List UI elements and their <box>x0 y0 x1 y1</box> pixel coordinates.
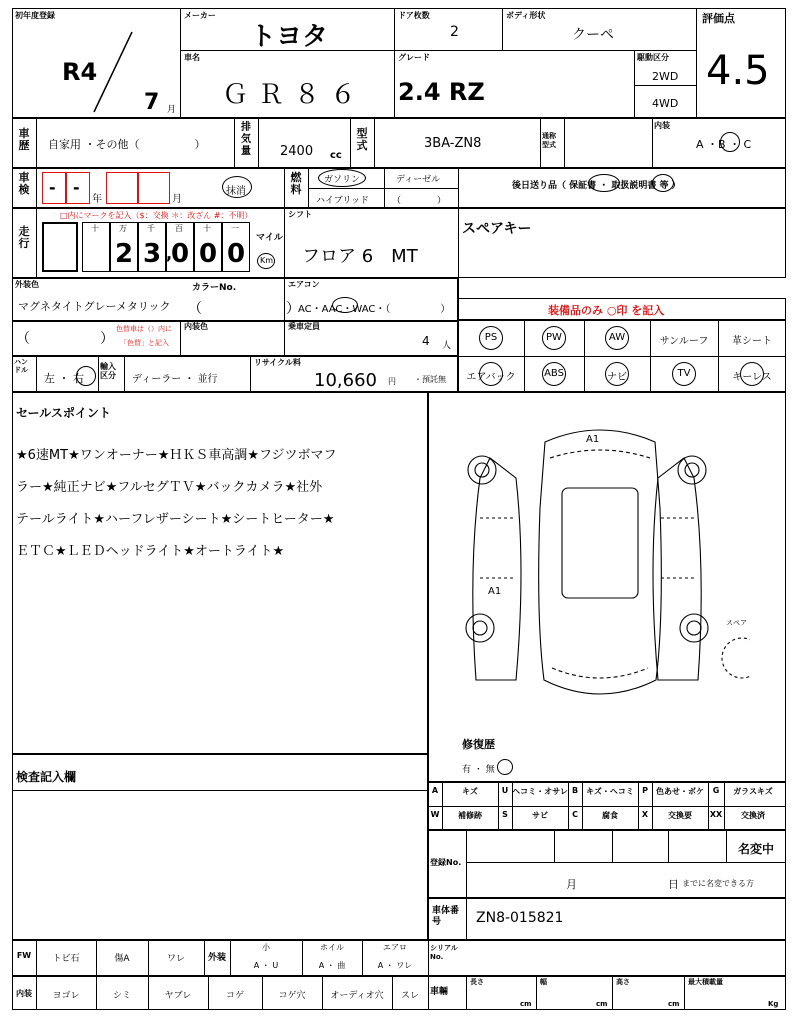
fw-item-1: 傷A <box>114 954 130 964</box>
sales-title: セールスポイント <box>16 406 111 420</box>
doors-label: ドア枚数 <box>398 11 430 20</box>
legend-row1-7: 色あせ・ボケ <box>656 787 704 796</box>
mileage-prefix-box <box>42 222 78 272</box>
ext-color-value: マグネタイトグレーメタリック <box>18 300 171 313</box>
interior-label: 内装 <box>654 121 670 130</box>
reg-deadline: までに名変できる方 <box>682 879 754 888</box>
cc-unit: cc <box>330 150 342 161</box>
equipment-circle-row2-3 <box>672 362 696 386</box>
drive-2wd: 2WD <box>652 70 679 83</box>
int-label: 内装 <box>16 989 32 998</box>
body-value: クーペ <box>572 27 614 43</box>
chassis-label: 車体番号 <box>432 906 460 927</box>
equipment-circle-row1-1 <box>542 326 566 350</box>
legend-row1-4: B <box>571 786 579 795</box>
chassis-value: ZN8-015821 <box>476 910 564 926</box>
interior-grade-circle <box>720 132 740 152</box>
small-label: 小 <box>262 943 270 952</box>
fw-item-0: トビ石 <box>52 954 80 964</box>
equipment-circle-row2-0 <box>479 362 503 386</box>
equipment-circle-row2-1 <box>542 362 566 386</box>
equipment-row2-3: TV <box>677 368 691 379</box>
small-value: A ・ U <box>253 961 279 970</box>
int-item-5: オーディオ穴 <box>330 991 384 1001</box>
length-unit: cm <box>520 1000 532 1008</box>
grade-value: 2.4 RZ <box>398 78 485 106</box>
int-item-3: コゲ <box>225 991 244 1001</box>
inspection-label: 車検 <box>18 171 30 196</box>
legend-row1-6: P <box>642 786 648 795</box>
length-label: 長さ <box>470 978 484 986</box>
delivery-docs: 後日送り品（ 保証書 ・ 取扱説明書 等 ） <box>512 181 681 191</box>
drive-label: 駆動区分 <box>637 53 669 62</box>
odometer-digit-3: 0 <box>166 222 194 272</box>
body-label: ボディ形状 <box>506 11 546 20</box>
reg-label: 登録No. <box>430 858 462 867</box>
color-no-label: カラーNo. <box>192 283 237 293</box>
legend-row2-7: 交換要 <box>668 811 692 820</box>
color-change-note1: 色替車は（）内に <box>116 325 172 333</box>
color-change-note2: 「色替」と記入 <box>120 339 169 347</box>
legend-row2-3: サビ <box>532 811 548 820</box>
legend-row2-4: C <box>572 810 578 819</box>
handle-value: 左 ・ 右 <box>44 372 84 385</box>
fw-item-2: ワレ <box>166 954 185 964</box>
import-value: ディーラー ・ 並行 <box>132 374 218 385</box>
car-damage-diagram <box>450 418 750 718</box>
legend-row1-5: キズ・ヘコミ <box>586 787 634 796</box>
grade-label: グレード <box>398 53 430 62</box>
equipment-row1-2: AW <box>608 332 626 343</box>
first-reg-month-unit: 月 <box>167 105 177 115</box>
maker-value: トヨタ <box>250 22 329 52</box>
aero-label: エアロ <box>383 943 407 952</box>
odometer-unit-0: 十 <box>91 224 99 233</box>
capacity-unit: 人 <box>442 341 452 351</box>
legend-row1-2: U <box>501 786 509 795</box>
int-item-1: シミ <box>112 991 131 1001</box>
model-value: 3BA-ZN8 <box>424 136 482 151</box>
odometer-digit-2: 3 <box>138 222 166 272</box>
height-unit: cm <box>668 1000 680 1008</box>
height-label: 高さ <box>616 978 630 986</box>
history-value: 自家用 ・その他（ ） <box>48 138 206 151</box>
equipment-circle-row2-2 <box>605 362 629 386</box>
serial-label: シリアルNo. <box>430 944 458 961</box>
equipment-row2-0: エアバック <box>466 372 516 383</box>
interior-grades: A ・B ・ C <box>696 138 752 151</box>
int-item-2: ヤブレ <box>164 991 192 1001</box>
max-load-unit: Kg <box>768 1000 779 1008</box>
fw-label: FW <box>16 951 32 960</box>
name-value: ＧＲ８６ <box>222 80 367 110</box>
ext-label: 外装 <box>207 953 226 963</box>
width-label: 幅 <box>540 978 547 986</box>
fuel-diesel: ディーゼル <box>396 175 441 185</box>
capacity-label: 乗車定員 <box>288 322 320 331</box>
damage-mark-side: A1 <box>488 586 502 597</box>
deposit-status: ・預託無 <box>414 375 446 384</box>
inspect-dash-2: - <box>73 178 80 197</box>
name-change: 名変中 <box>738 842 775 856</box>
ext-color-label: 外装色 <box>15 280 39 289</box>
date-slash <box>88 30 138 114</box>
spare-label: スペア <box>726 619 747 627</box>
inspect-dash-1: - <box>49 178 56 197</box>
capacity-value: 4 <box>422 334 430 348</box>
legend-row2-5: 腐食 <box>602 811 618 820</box>
km-unit: Km <box>260 256 274 265</box>
odometer-digit-4: 0 <box>194 222 222 272</box>
legend-row2-2: S <box>502 810 508 819</box>
name-label: 車名 <box>184 53 200 62</box>
interior-color-label: 内装色 <box>184 322 208 331</box>
equipment-row1-4: 革シート <box>732 336 772 347</box>
odometer-unit-5: 一 <box>231 224 239 233</box>
legend-row1-8: G <box>712 786 720 795</box>
displacement-label: 排気量 <box>241 122 251 157</box>
repair-label: 修復歴 <box>462 738 495 751</box>
odometer-digit-5: 0 <box>222 222 250 272</box>
mileage-label: 走行 <box>18 225 30 250</box>
first-reg-label: 初年度登録 <box>15 11 55 20</box>
recycle-label: リサイクル料 <box>254 358 301 367</box>
fuel-hybrid: ハイブリッド <box>316 196 370 206</box>
sales-line-0: ★6速MT★ワンオーナー★ＨＫＳ車高調★フジツボマフ <box>16 448 337 463</box>
equipment-circle-row2-4 <box>740 362 764 386</box>
equipment-title: 装備品のみ ○印 を記入 <box>548 304 665 317</box>
legend-row1-0: A <box>431 786 439 795</box>
notes-title: 検査記入欄 <box>16 770 77 784</box>
sales-line-3: ＥＴＣ★ＬＥＤヘッドライト★オートライト★ <box>16 544 285 559</box>
deregistered: 抹消 <box>226 186 246 197</box>
equipment-row2-4: キーレス <box>732 372 772 383</box>
legend-row2-6: X <box>641 810 649 819</box>
width-unit: cm <box>596 1000 608 1008</box>
first-reg-year: R4 <box>62 58 98 86</box>
recycle-value: 10,660 <box>314 370 377 391</box>
legend-row2-1: 補修跡 <box>458 811 482 820</box>
legend-row1-3: ヘコミ・オサレ <box>512 787 568 796</box>
legend-row2-8: XX <box>709 810 723 819</box>
legend-row2-0: W <box>430 810 440 819</box>
fuel-other: （ ） <box>392 196 447 206</box>
wheel-value: A ・ 曲 <box>318 961 346 970</box>
equipment-row1-3: サンルーフ <box>659 336 709 347</box>
maker-label: メーカー <box>184 11 216 20</box>
reg-day: 日 <box>668 878 679 891</box>
odometer-comma: , <box>166 244 173 263</box>
score-label: 評価点 <box>702 12 735 25</box>
aircon-value: AC・AAC・WAC・（ ） <box>298 304 451 315</box>
color-no-value: （ ） <box>188 301 300 317</box>
int-item-4: コゲ穴 <box>278 991 306 1001</box>
common-model-label: 通称型式 <box>542 132 556 149</box>
odometer-unit-4: 十 <box>203 224 211 233</box>
aero-value: A ・ ワレ <box>377 961 413 970</box>
model-label: 型式 <box>356 127 368 152</box>
int-item-0: ヨゴレ <box>52 991 80 1001</box>
odometer-unit-1: 万 <box>119 224 127 233</box>
aircon-label: エアコン <box>288 280 320 289</box>
odometer-unit-2: 千 <box>147 224 155 233</box>
wheel-label: ホイル <box>320 943 344 952</box>
score-value: 4.5 <box>706 48 770 94</box>
paren-value: （ ） <box>16 331 114 347</box>
odometer-digit-1: 2 <box>110 222 138 272</box>
sales-line-2: テールライト★ハーフレザーシート★シートヒーター★ <box>16 512 335 527</box>
reg-month: 月 <box>566 878 577 891</box>
fuel-gasoline: ガソリン <box>324 175 361 185</box>
auction-sheet <box>12 8 786 1016</box>
inspect-box-3 <box>106 172 138 204</box>
equipment-circle-row1-2 <box>605 326 629 350</box>
sales-line-1: ラー★純正ナビ★フルセグＴＶ★バックカメラ★社外 <box>16 480 323 495</box>
history-label: 車歴 <box>18 127 30 152</box>
equipment-row2-2: ナビ <box>607 372 627 383</box>
fuel-label: 燃料 <box>290 171 302 196</box>
equipment-row1-1: PW <box>546 332 562 343</box>
equipment-row1-0: PS <box>484 332 498 343</box>
mileage-note: □内にマークを記入（$：交換 ＊：改ざん #：不明） <box>60 211 253 220</box>
equipment-row2-1: ABS <box>544 368 564 379</box>
odometer-unit-3: 百 <box>175 224 183 233</box>
dims-label: 車輛 <box>430 987 449 997</box>
inspect-box-4 <box>138 172 170 204</box>
max-load-label: 最大積載量 <box>688 978 723 986</box>
equipment-circle-row1-0 <box>479 326 503 350</box>
inspect-month-unit: 月 <box>172 194 182 205</box>
displacement-value: 2400 <box>280 144 314 159</box>
legend-row2-9: 交換済 <box>741 811 765 820</box>
legend-row1-1: キズ <box>462 787 478 796</box>
mile-unit: マイル <box>256 233 283 243</box>
legend-row1-9: ガラスキズ <box>733 787 773 796</box>
shift-label: シフト <box>288 210 312 219</box>
first-reg-month: 7 <box>144 90 160 115</box>
int-item-6: スレ <box>400 991 419 1001</box>
handle-label: ハンドル <box>14 358 28 374</box>
damage-mark-front: A1 <box>586 434 600 445</box>
spare-key: スペアキー <box>462 221 532 237</box>
repair-value: 有 ・ 無 <box>462 765 495 775</box>
inspect-year-unit: 年 <box>92 194 102 205</box>
shift-value: フロア 6 MT <box>302 246 418 267</box>
import-label: 輸入区分 <box>100 362 116 380</box>
doors-value: 2 <box>450 24 459 40</box>
drive-4wd: 4WD <box>652 97 679 110</box>
yen-unit: 円 <box>388 377 396 386</box>
